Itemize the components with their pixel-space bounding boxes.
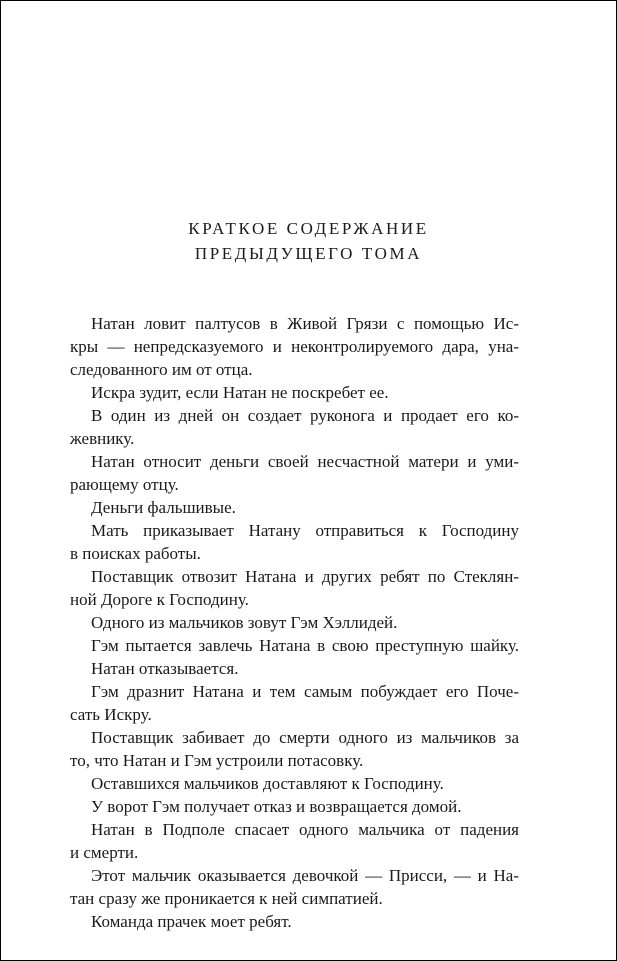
text-line: Команда прачек моет ребят.	[91, 912, 292, 931]
text-line: Натан ловит палтусов в Живой Грязи с помощью Ис-	[91, 314, 519, 333]
text-line: рающему отцу.	[70, 475, 179, 494]
section-heading	[1, 216, 616, 266]
text-line: в поисках работы.	[70, 544, 201, 563]
text-line: тан сразу же проникается к ней симпатией.	[70, 889, 383, 908]
text-line: Мать приказывает Натану отправиться к Господину	[91, 521, 519, 540]
text-line: В один из дней он создает руконога и продает его ко-	[91, 406, 519, 425]
summary-text	[70, 312, 519, 933]
text-line: то, что Натан и Гэм устроили потасовку.	[70, 751, 364, 770]
text-line: Одного из мальчиков зовут Гэм Хэллидей.	[91, 613, 398, 632]
text-line: Натан в Подполе спасает одного мальчика от падения	[91, 820, 519, 839]
text-line: Поставщик забивает до смерти одного из мальчиков за	[91, 728, 519, 747]
text-line: Деньги фальшивые.	[91, 498, 236, 517]
text-line: Натан отказывается.	[91, 659, 239, 678]
text-line: и смерти.	[70, 843, 139, 862]
text-line: жевнику.	[70, 429, 135, 448]
text-line: Натан относит деньги своей несчастной матери и уми-	[91, 452, 519, 471]
text-line: У ворот Гэм получает отказ и возвращается домой.	[91, 797, 462, 816]
text-line: Поставщик отвозит Натана и других ребят по Стеклян-	[91, 567, 519, 586]
text-line: Искра зудит, если Натан не поскребет ее.	[91, 383, 389, 402]
text-line: Этот мальчик оказывается девочкой — Присси, — и На-	[91, 866, 519, 885]
text-line: следованного им от отца.	[70, 360, 253, 379]
text-line: кры — непредсказуемого и неконтролируемого дара, уна-	[70, 337, 519, 356]
text-line: сать Искру.	[70, 705, 152, 724]
heading-line-1: КРАТКОЕ СОДЕРЖАНИЕ	[188, 219, 429, 238]
text-line: Гэм пытается завлечь Натана в свою преступную шайку.	[91, 636, 519, 655]
text-line: Оставшихся мальчиков доставляют к Господину.	[91, 774, 444, 793]
heading-line-2: ПРЕДЫДУЩЕГО ТОМА	[194, 244, 423, 263]
text-line: Гэм дразнит Натана и тем самым побуждает его Поче-	[91, 682, 519, 701]
text-line: ной Дороге к Господину.	[70, 590, 249, 609]
